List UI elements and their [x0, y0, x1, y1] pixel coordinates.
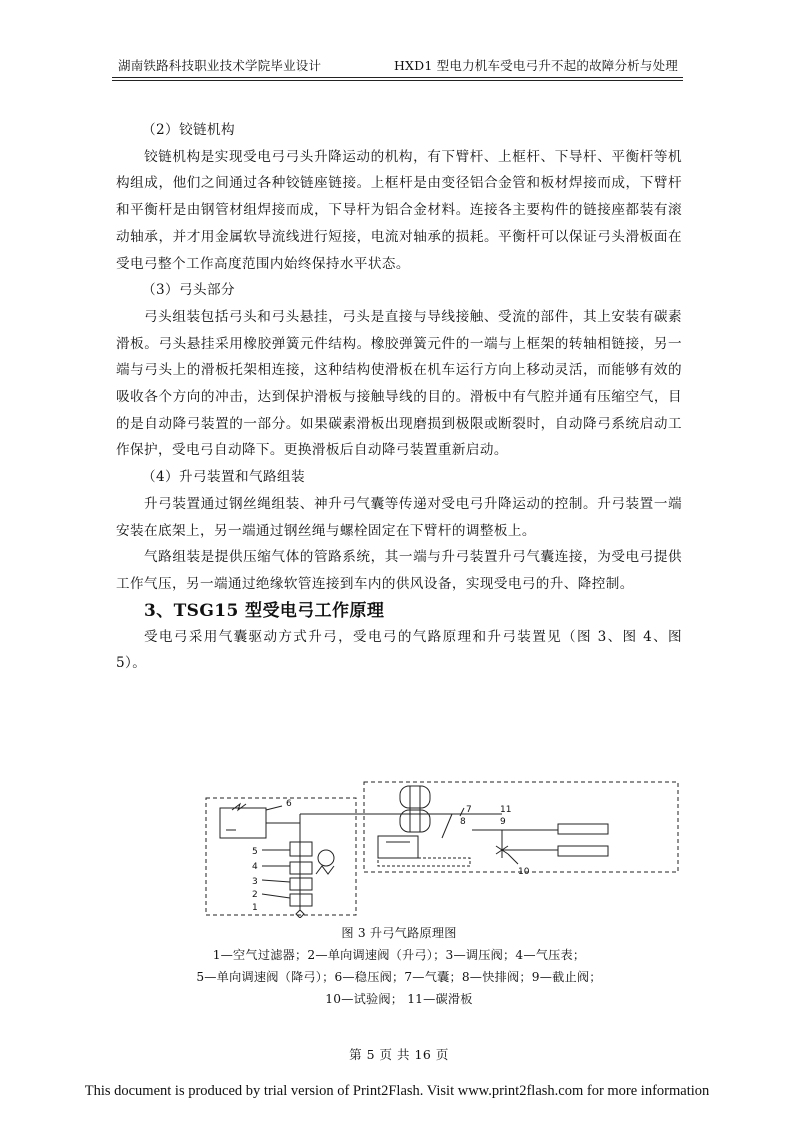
trial-watermark: This document is produced by trial version of Print2Flash. Visit www.print2flash.com for more information — [84, 1083, 710, 1099]
one-way-valve-up — [290, 878, 312, 890]
header-thesis-title: HXD1 型电力机车受电弓升不起的故障分析与处理 — [393, 58, 678, 73]
label-4: 4 — [252, 862, 258, 872]
pneumatic-diagram-svg — [202, 778, 682, 918]
page-header — [112, 52, 682, 78]
spring-symbol — [316, 866, 334, 874]
regulating-valve — [290, 862, 312, 874]
label-2: 2 — [252, 890, 258, 900]
paragraph-lifting-2: 气路组装是提供压缩气体的管路系统，其一端与升弓装置升弓气囊连接，为受电弓提供工作气压，另一端通过绝缘软管连接到车内的供风设备，实现受电弓的升、降控制。 — [116, 549, 682, 592]
quick-exhaust-valve — [378, 836, 418, 858]
stabilizing-valve — [220, 808, 266, 838]
paragraph-pan-head: 弓头组装包括弓头和弓头悬挂，弓头是直接与导线接触、受流的部件，其上安装有碳素滑板。弓头悬挂采用橡胶弹簧元件结构。橡胶弹簧元件的一端与上框架的转轴相链接，另一端与弓头上的滑板托架相连接，这种结构使滑板在机车运行方向上移动灵活，而能够有效的吸收各个方向的冲击，达到保护滑板与接触导线的目的。滑板中有气腔并通有压缩空气，目的是自动降弓装置的一部分。如果碳素滑板出现磨损到极限或断裂时，自动降弓系统启动工作保护，受电弓自动降下。更换滑板后自动降弓装置重新启动。 — [116, 308, 682, 459]
label-7: 7 — [466, 805, 472, 815]
figure-legend-line-1: 1—空气过滤器；2—单向调速阀（升弓）；3—调压阀；4—气压表； — [212, 948, 586, 962]
label-11: 11 — [500, 805, 512, 815]
carbon-strip-lower — [558, 846, 608, 856]
one-way-valve-down — [290, 842, 312, 856]
figure-legend-line-2: 5—单向调速阀（降弓）；6—稳压阀；7—气囊；8—快排阀；9—截止阀； — [196, 970, 602, 984]
subsection-title-hinge: （2）铰链机构 — [142, 122, 236, 138]
subsection-title-pan-head: （3）弓头部分 — [142, 282, 236, 299]
label-6: 6 — [286, 799, 292, 809]
paragraph-hinge: 铰链机构是实现受电弓弓头升降运动的机构，有下臂杆、上框杆、下导杆、平衡杆等机构组成，他们之间通过各种铰链座链接。上框杆是由变径铝合金管和板材焊接而成，下臂杆和平衡杆是由钢管材组焊接而成，下导杆为铝合金材料。连接各主要构件的链接座都装有滚动轴承，并才用金属软导流线进行短接，电流对轴承的损耗。平衡杆可以保证弓头滑板面在受电弓整个工作高度范围内始终保持水平状态。 — [116, 148, 682, 272]
header-school: 湖南铁路科技职业技术学院毕业设计 — [118, 58, 322, 73]
figure-legend-line-3: 10—试验阀； 11—碳滑板 — [325, 992, 473, 1006]
section-title: 3、TSG15 型受电弓工作原理 — [144, 600, 385, 621]
label-9: 9 — [500, 817, 506, 827]
inlet-symbol — [296, 910, 304, 918]
valve-symbol — [232, 804, 246, 810]
label-8: 8 — [460, 817, 466, 827]
paragraph-principle: 受电弓采用气囊驱动方式升弓，受电弓的气路原理和升弓装置见（图 3、图 4、图 5）。 — [116, 628, 682, 672]
page-content — [116, 117, 682, 677]
figure-caption-block — [116, 922, 682, 1010]
paragraph-lifting-1: 升弓装置通过钢丝绳组装、神升弓气囊等传递对受电弓升降运动的控制。升弓装置一端安装在底架上，另一端通过钢丝绳与螺栓固定在下臂杆的调整板上。 — [116, 495, 682, 539]
subsection-title-lifting: （4）升弓装置和气路组装 — [142, 469, 305, 486]
label-1: 1 — [252, 903, 258, 913]
figure-caption: 图 3 升弓气路原理图 — [341, 926, 457, 940]
pneumatic-diagram — [202, 778, 682, 918]
air-bag-upper — [400, 786, 430, 808]
label-10: 10 — [518, 867, 530, 877]
label-3: 3 — [252, 877, 258, 887]
pressure-gauge — [318, 850, 334, 866]
page-number: 第 5 页 共 16 页 — [349, 1047, 449, 1062]
header-rule-thin — [112, 80, 683, 81]
air-bag-lower — [400, 810, 430, 832]
carbon-strip-upper — [558, 824, 608, 834]
air-filter — [290, 894, 312, 906]
header-rule — [112, 77, 683, 78]
label-5: 5 — [252, 847, 258, 857]
